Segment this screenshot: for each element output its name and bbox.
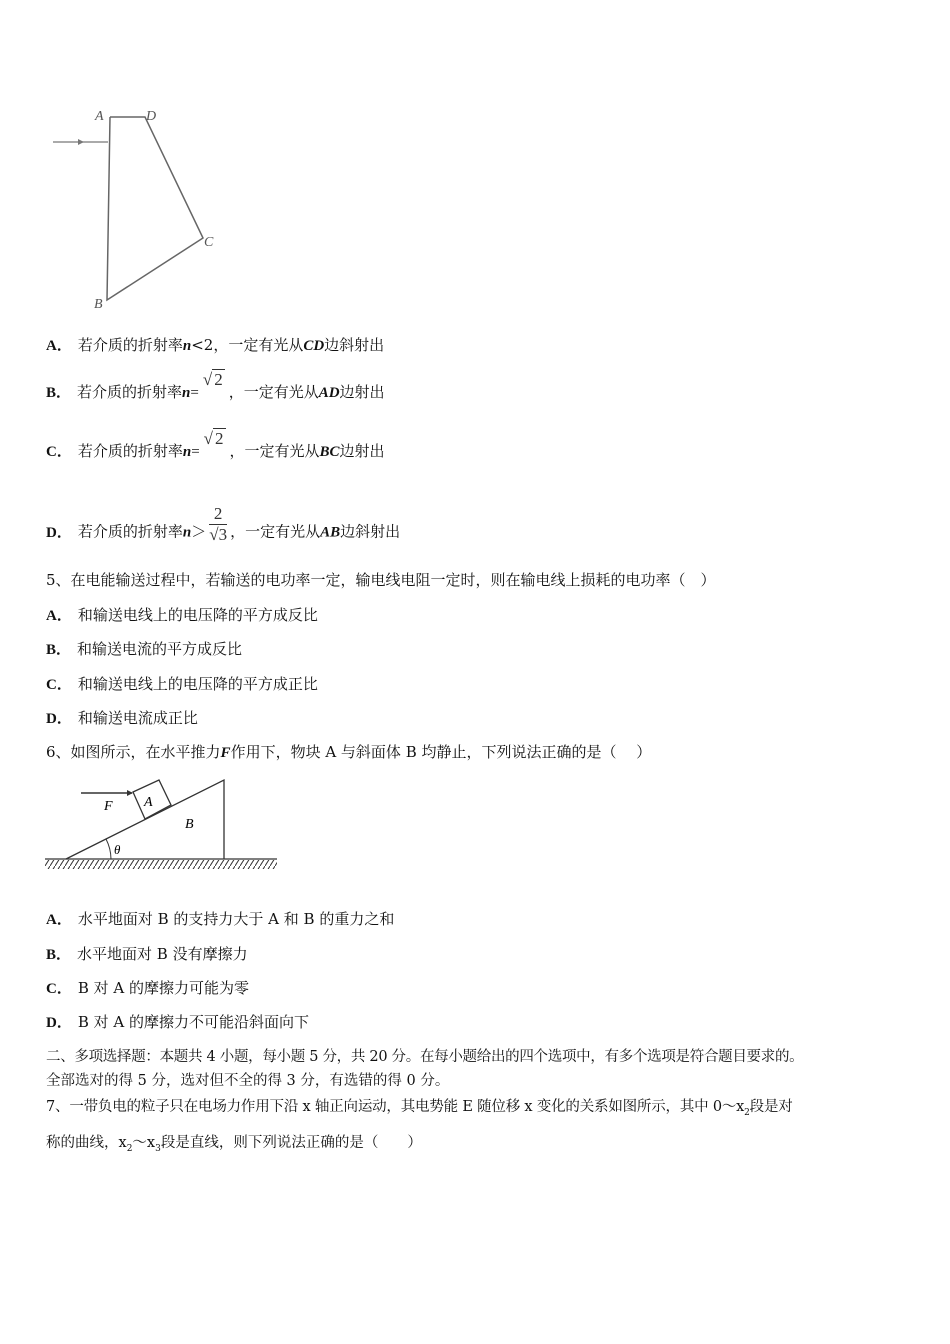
block-label: A <box>144 795 153 810</box>
incline-label: B <box>185 817 194 832</box>
q5-option-b: B． 和输送电流的平方成反比 <box>46 640 243 658</box>
sqrt-expression: √ 2 <box>202 370 223 389</box>
sqrt-expression: √ 2 <box>203 429 224 448</box>
q5-stem: 5、在电能输送过程中，若输送的电功率一定，输电线电阻一定时，则在输电线上损耗的电功率（ ） <box>46 571 716 589</box>
q5-option-c: C． 和输送电线上的电压降的平方成正比 <box>46 675 318 693</box>
fraction-expression: $\frac{2}{√3}$ <box>209 504 228 544</box>
q5-option-d: D． 和输送电流成正比 <box>46 709 198 727</box>
q7-stem-line2: 称的曲线，$x_2\sim x_3$段是直线，则下列说法正确的是（ ） <box>46 1135 422 1154</box>
force-label: F <box>104 799 113 814</box>
section2-instructions: 二、多项选择题：本题共 4 小题，每小题 5 分，共 20 分。在每小题给出的四个选项中，有多个选项是符合题目要求的。 <box>46 1049 804 1065</box>
q6-option-a: A． 水平地面对 B 的支持力大于 A 和 B 的重力之和 <box>46 910 395 928</box>
q4-option-b: B． 若介质的折射率n=√ 2，一定有光从AD边射出 <box>46 370 385 401</box>
section2-scoring: 全部选对的得 5 分，选对但不全的得 3 分，有选错的得 0 分。 <box>46 1073 450 1089</box>
q7-stem-line1: 7、一带负电的粒子只在电场力作用下沿 x 轴正向运动，其电势能 E 随位移 x 变化的关系如图所示，其中 $0\sim x_2$段是对 <box>46 1099 793 1118</box>
label-c: C <box>204 235 214 250</box>
label-d: D <box>146 109 157 124</box>
prism-figure <box>40 90 240 320</box>
incline-figure <box>40 770 290 880</box>
q6-option-c: C． B 对 A 的摩擦力可能为零 <box>46 979 250 997</box>
label-b: B <box>94 297 103 312</box>
q5-option-a: A． 和输送电线上的电压降的平方成反比 <box>46 606 318 624</box>
q4-option-d: D． 若介质的折射率n＞ $\frac{2}{√3}$ ，一定有光从AB边斜射出 <box>46 504 401 544</box>
angle-label: θ <box>114 842 121 857</box>
q6-option-d: D． B 对 A 的摩擦力不可能沿斜面向下 <box>46 1013 310 1031</box>
q4-option-a: A． 若介质的折射率n<2，一定有光从CD边斜射出 <box>46 336 385 354</box>
q4-option-c: C． 若介质的折射率n=√ 2，一定有光从BC边射出 <box>46 429 385 460</box>
q6-option-b: B． 水平地面对 B 没有摩擦力 <box>46 945 248 963</box>
label-a: A <box>95 109 104 124</box>
q6-stem: 6、如图所示，在水平推力F作用下，物块 A 与斜面体 B 均静止，下列说法正确的是（ ） <box>46 743 652 761</box>
